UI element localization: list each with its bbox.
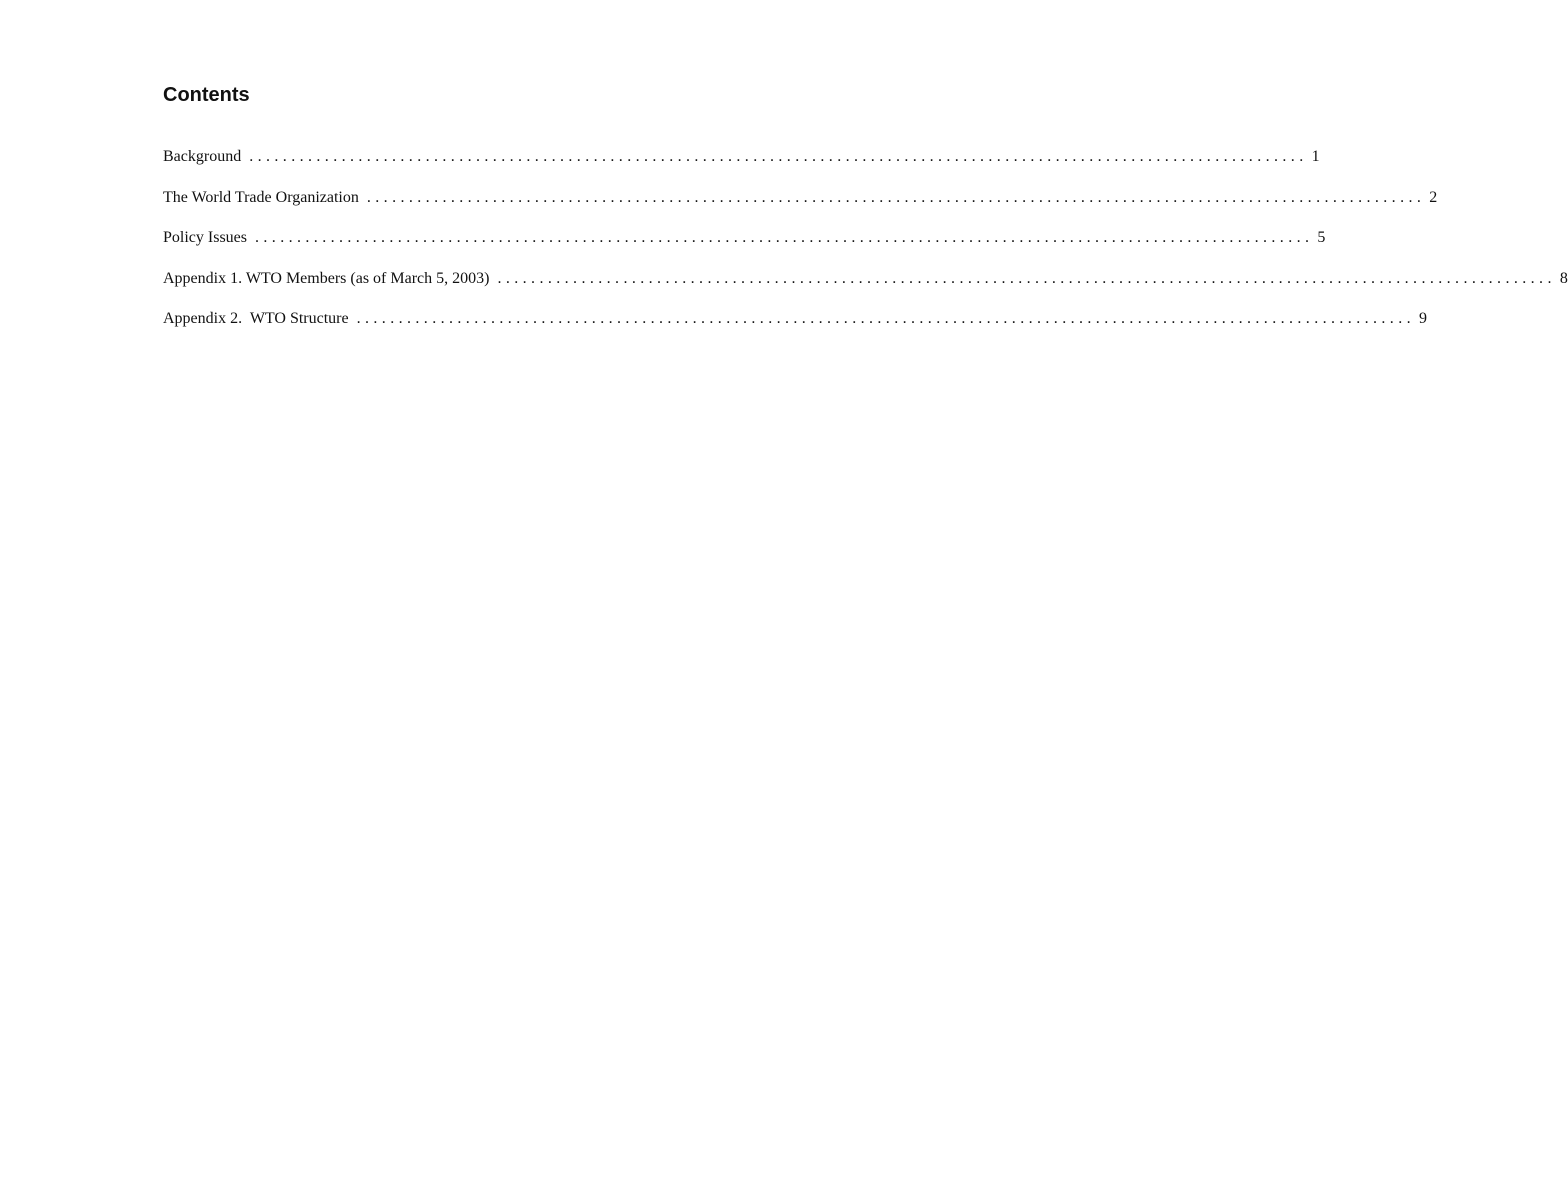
dot-leader: .............................................................................................................................. (366, 188, 1426, 206)
toc-entry-page-number: 8 (1559, 269, 1568, 287)
toc-entry-appendix-1 (163, 266, 1568, 307)
toc-entry-page-number: 1 (1311, 148, 1320, 165)
contents-heading: Contents (163, 84, 250, 106)
dot-leader: .............................................................................................................................. (356, 310, 1416, 327)
toc-entry-title: Appendix 2. WTO Structure (163, 310, 349, 327)
toc-entry-title: Background (163, 148, 242, 165)
dot-leader: .............................................................................................................................. (497, 269, 1556, 287)
toc-entry-appendix-2 (163, 306, 1428, 347)
toc-entry-page-number: 5 (1317, 229, 1326, 246)
toc-entry-title: Policy Issues (163, 229, 247, 246)
toc-entry-page-number: 2 (1429, 188, 1438, 206)
dot-leader: .............................................................................................................................. (255, 229, 1314, 246)
toc-entry-title: The World Trade Organization (163, 188, 359, 206)
dot-leader: .............................................................................................................................. (249, 148, 1308, 165)
toc-entry-title: Appendix 1. WTO Members (as of March 5, 2003) (163, 269, 490, 287)
toc-entry-policy-issues (163, 225, 1326, 266)
toc-entry-world-trade-organization (163, 185, 1438, 226)
table-of-contents (163, 144, 1568, 347)
toc-entry-background (163, 144, 1320, 185)
toc-entry-page-number: 9 (1419, 310, 1428, 327)
